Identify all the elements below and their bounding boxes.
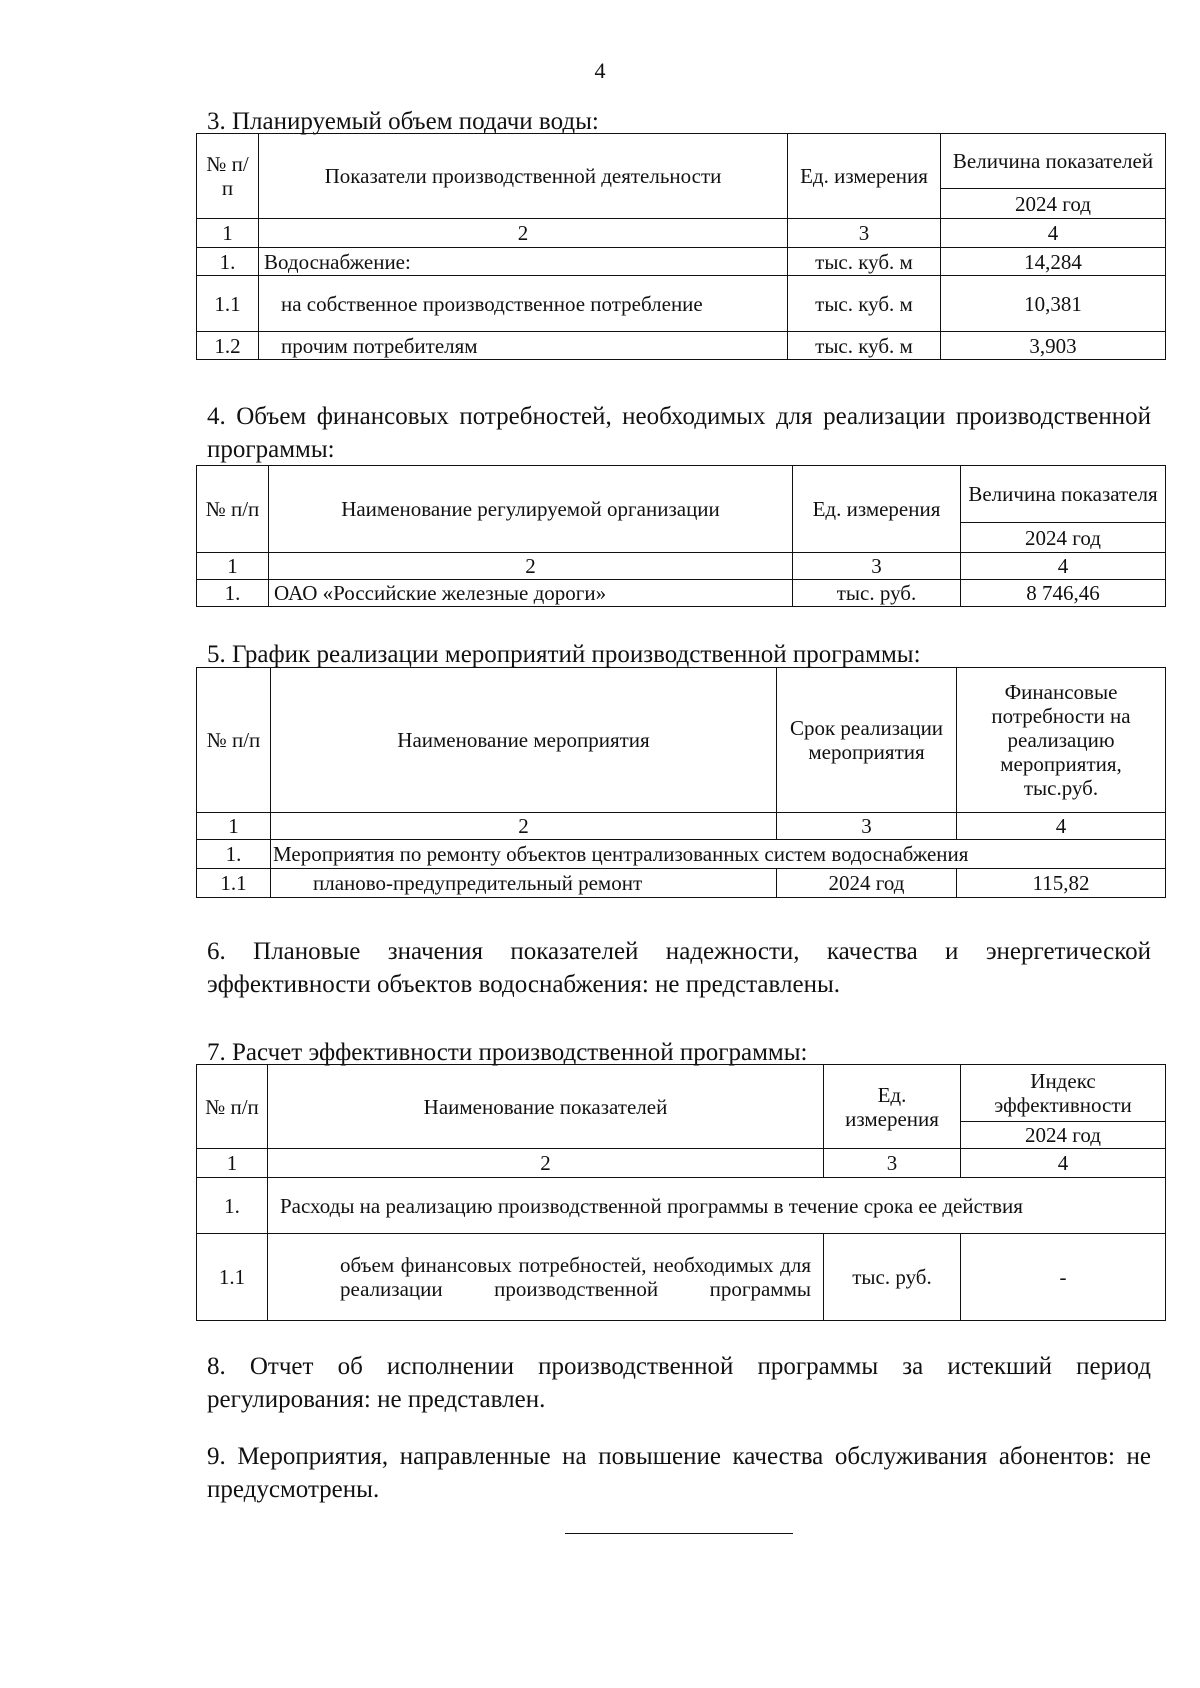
col-number: 1 bbox=[197, 219, 259, 248]
row-num: 1. bbox=[197, 580, 269, 607]
col-number: 2 bbox=[268, 1149, 824, 1178]
row-num: 1. bbox=[197, 840, 271, 869]
schedule-table bbox=[196, 667, 1166, 898]
efficiency-table bbox=[196, 1064, 1166, 1321]
row-name: Водоснабжение: bbox=[259, 248, 788, 276]
header-indicator: Показатели производственной деятельности bbox=[259, 134, 788, 219]
section-5-title: 5. График реализации мероприятий производственной программы: bbox=[207, 641, 921, 668]
table-row bbox=[197, 332, 1166, 360]
row-unit: тыс. руб. bbox=[793, 580, 961, 607]
section-9-text: 9. Мероприятия, направленные на повышение качества обслуживания абонентов: не предусмотрены. bbox=[207, 1443, 1151, 1503]
row-num: 1.1 bbox=[197, 276, 259, 332]
header-year: 2024 год bbox=[961, 523, 1166, 553]
col-number: 4 bbox=[957, 813, 1166, 840]
row-name: ОАО «Российские железные дороги» bbox=[269, 580, 793, 607]
row-unit: тыс. куб. м bbox=[788, 248, 941, 276]
row-finance: 115,82 bbox=[957, 869, 1166, 898]
row-name: на собственное производственное потребление bbox=[259, 276, 788, 332]
col-number: 2 bbox=[271, 813, 777, 840]
header-unit: Ед. измерения bbox=[788, 134, 941, 219]
header-org: Наименование регулируемой организации bbox=[269, 466, 793, 553]
col-number: 4 bbox=[941, 219, 1166, 248]
header-name: Наименование мероприятия bbox=[271, 668, 777, 813]
header-unit: Ед. измерения bbox=[793, 466, 961, 553]
table-row bbox=[197, 276, 1166, 332]
row-value: 10,381 bbox=[941, 276, 1166, 332]
closing-divider bbox=[565, 1533, 793, 1534]
row-name: Расходы на реализацию производственной программы в течение срока ее действия bbox=[268, 1178, 1166, 1234]
table-group-row bbox=[197, 840, 1166, 869]
row-num: 1. bbox=[197, 248, 259, 276]
finance-needs-table bbox=[196, 465, 1166, 607]
col-number: 2 bbox=[259, 219, 788, 248]
row-value: 3,903 bbox=[941, 332, 1166, 360]
row-unit: тыс. куб. м bbox=[788, 332, 941, 360]
header-num: № п/п bbox=[197, 1065, 268, 1149]
header-finance: Финансовые потребности на реализацию мероприятия, тыс.руб. bbox=[957, 668, 1166, 813]
table-row bbox=[197, 869, 1166, 898]
row-value: - bbox=[961, 1234, 1166, 1321]
row-num: 1.2 bbox=[197, 332, 259, 360]
col-number: 2 bbox=[269, 553, 793, 580]
row-name: объем финансовых потребностей, необходимых для реализации производственной программы bbox=[268, 1234, 824, 1321]
row-unit: тыс. куб. м bbox=[788, 276, 941, 332]
header-name: Наименование показателей bbox=[268, 1065, 824, 1149]
section-7-title: 7. Расчет эффективности производственной программы: bbox=[207, 1039, 808, 1066]
row-name: прочим потребителям bbox=[259, 332, 788, 360]
section-8-text: 8. Отчет об исполнении производственной программы за истекший период регулирования: не представлен. bbox=[207, 1353, 1151, 1413]
col-number: 1 bbox=[197, 813, 271, 840]
row-num: 1.1 bbox=[197, 1234, 268, 1321]
row-value: 14,284 bbox=[941, 248, 1166, 276]
col-number: 3 bbox=[793, 553, 961, 580]
header-value: Величина показателей bbox=[941, 134, 1166, 189]
table-row bbox=[197, 1234, 1166, 1321]
col-number: 1 bbox=[197, 1149, 268, 1178]
header-year: 2024 год bbox=[961, 1122, 1166, 1149]
page-number: 4 bbox=[594, 58, 606, 83]
header-unit: Ед. измерения bbox=[824, 1065, 961, 1149]
col-number: 3 bbox=[788, 219, 941, 248]
row-num: 1.1 bbox=[197, 869, 271, 898]
col-number: 3 bbox=[777, 813, 957, 840]
col-number: 4 bbox=[961, 553, 1166, 580]
header-num: № п/п bbox=[197, 134, 259, 219]
row-unit: тыс. руб. bbox=[824, 1234, 961, 1321]
header-index: Индекс эффективности bbox=[961, 1065, 1166, 1122]
table-row bbox=[197, 580, 1166, 607]
col-number: 1 bbox=[197, 553, 269, 580]
section-4-title: 4. Объем финансовых потребностей, необходимых для реализации производственной программы: bbox=[207, 403, 1151, 463]
header-term: Срок реализации мероприятия bbox=[777, 668, 957, 813]
table-group-row bbox=[197, 1178, 1166, 1234]
row-num: 1. bbox=[197, 1178, 268, 1234]
row-name: планово-предупредительный ремонт bbox=[271, 869, 777, 898]
row-term: 2024 год bbox=[777, 869, 957, 898]
col-number: 3 bbox=[824, 1149, 961, 1178]
header-year: 2024 год bbox=[941, 189, 1166, 219]
header-num: № п/п bbox=[197, 466, 269, 553]
header-value: Величина показателя bbox=[961, 466, 1166, 523]
section-6-text: 6. Плановые значения показателей надежности, качества и энергетической эффективности объектов водоснабжения: не представлены. bbox=[207, 938, 1151, 998]
col-number: 4 bbox=[961, 1149, 1166, 1178]
water-supply-table bbox=[196, 133, 1166, 360]
section-3-title: 3. Планируемый объем подачи воды: bbox=[207, 108, 599, 135]
row-value: 8 746,46 bbox=[961, 580, 1166, 607]
table-row bbox=[197, 248, 1166, 276]
row-name: Мероприятия по ремонту объектов централизованных систем водоснабжения bbox=[271, 840, 1166, 869]
header-num: № п/п bbox=[197, 668, 271, 813]
